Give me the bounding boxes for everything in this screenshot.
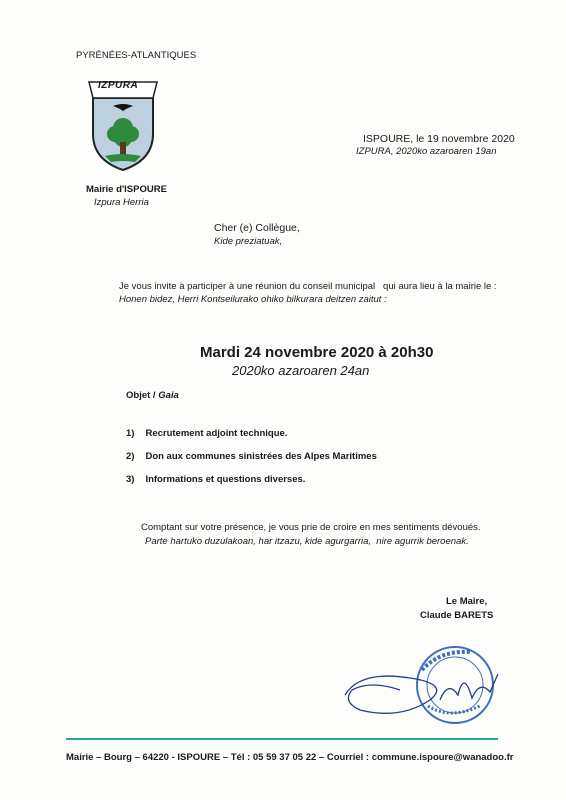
mairie-basque: Izpura Herria	[94, 197, 149, 208]
agenda-item-number: 3)	[126, 474, 135, 485]
agenda-item-number: 2)	[126, 451, 135, 462]
closing-fr: Comptant sur votre présence, je vous prie de croire en mes sentiments dévoués.	[141, 522, 481, 533]
dateline-fr: ISPOURE, le 19 novembre 2020	[363, 133, 515, 145]
crest-banner: IZPURA	[98, 80, 139, 91]
agenda-item	[126, 451, 377, 462]
mayor-title: Le Maire,	[446, 596, 488, 607]
agenda-item-text: Informations et questions diverses.	[145, 474, 306, 485]
agenda-item	[126, 474, 305, 485]
agenda-item-text: Don aux communes sinistrées des Alpes Maritimes	[145, 451, 377, 462]
invitation-eu: Honen bidez, Herri Kontseilurako ohiko bilkurara deitzen zaitut :	[119, 294, 387, 305]
closing-eu: Parte hartuko duzulakoan, har itzazu, kide agurgarria, nire agurrik beroenak.	[145, 536, 469, 547]
agenda-item-number: 1)	[126, 428, 135, 439]
footer-contact: Mairie – Bourg – 64220 - ISPOURE – Tél : 05 59 37 05 22 – Courriel : commune.ispoure@wanadoo.fr	[66, 752, 514, 763]
agenda-item-text: Recrutement adjoint technique.	[145, 428, 288, 439]
department-name: PYRÉNÉES-ATLANTIQUES	[76, 50, 197, 61]
agenda-item	[126, 428, 287, 439]
salutation-eu: Kide preziatuak,	[214, 236, 283, 247]
meeting-date-eu: 2020ko azaroaren 24an	[232, 363, 370, 378]
meeting-date: Mardi 24 novembre 2020 à 20h30	[200, 344, 434, 361]
footer-divider	[66, 738, 498, 740]
dateline-eu: IZPURA, 2020ko azaroaren 19an	[356, 146, 497, 157]
mairie-title: Mairie d'ISPOURE	[86, 184, 167, 195]
salutation-fr: Cher (e) Collègue,	[214, 222, 300, 234]
invitation-fr: Je vous invite à participer à une réunion du conseil municipal qui aura lieu à la mairie le :	[119, 281, 497, 292]
objet-label-fr: Objet /	[126, 390, 159, 401]
mayor-name: Claude BARETS	[420, 610, 494, 621]
objet-label-eu: Gaia	[158, 390, 179, 401]
objet-label	[126, 390, 179, 401]
signature-scribble	[345, 676, 437, 713]
official-stamp	[340, 640, 510, 730]
